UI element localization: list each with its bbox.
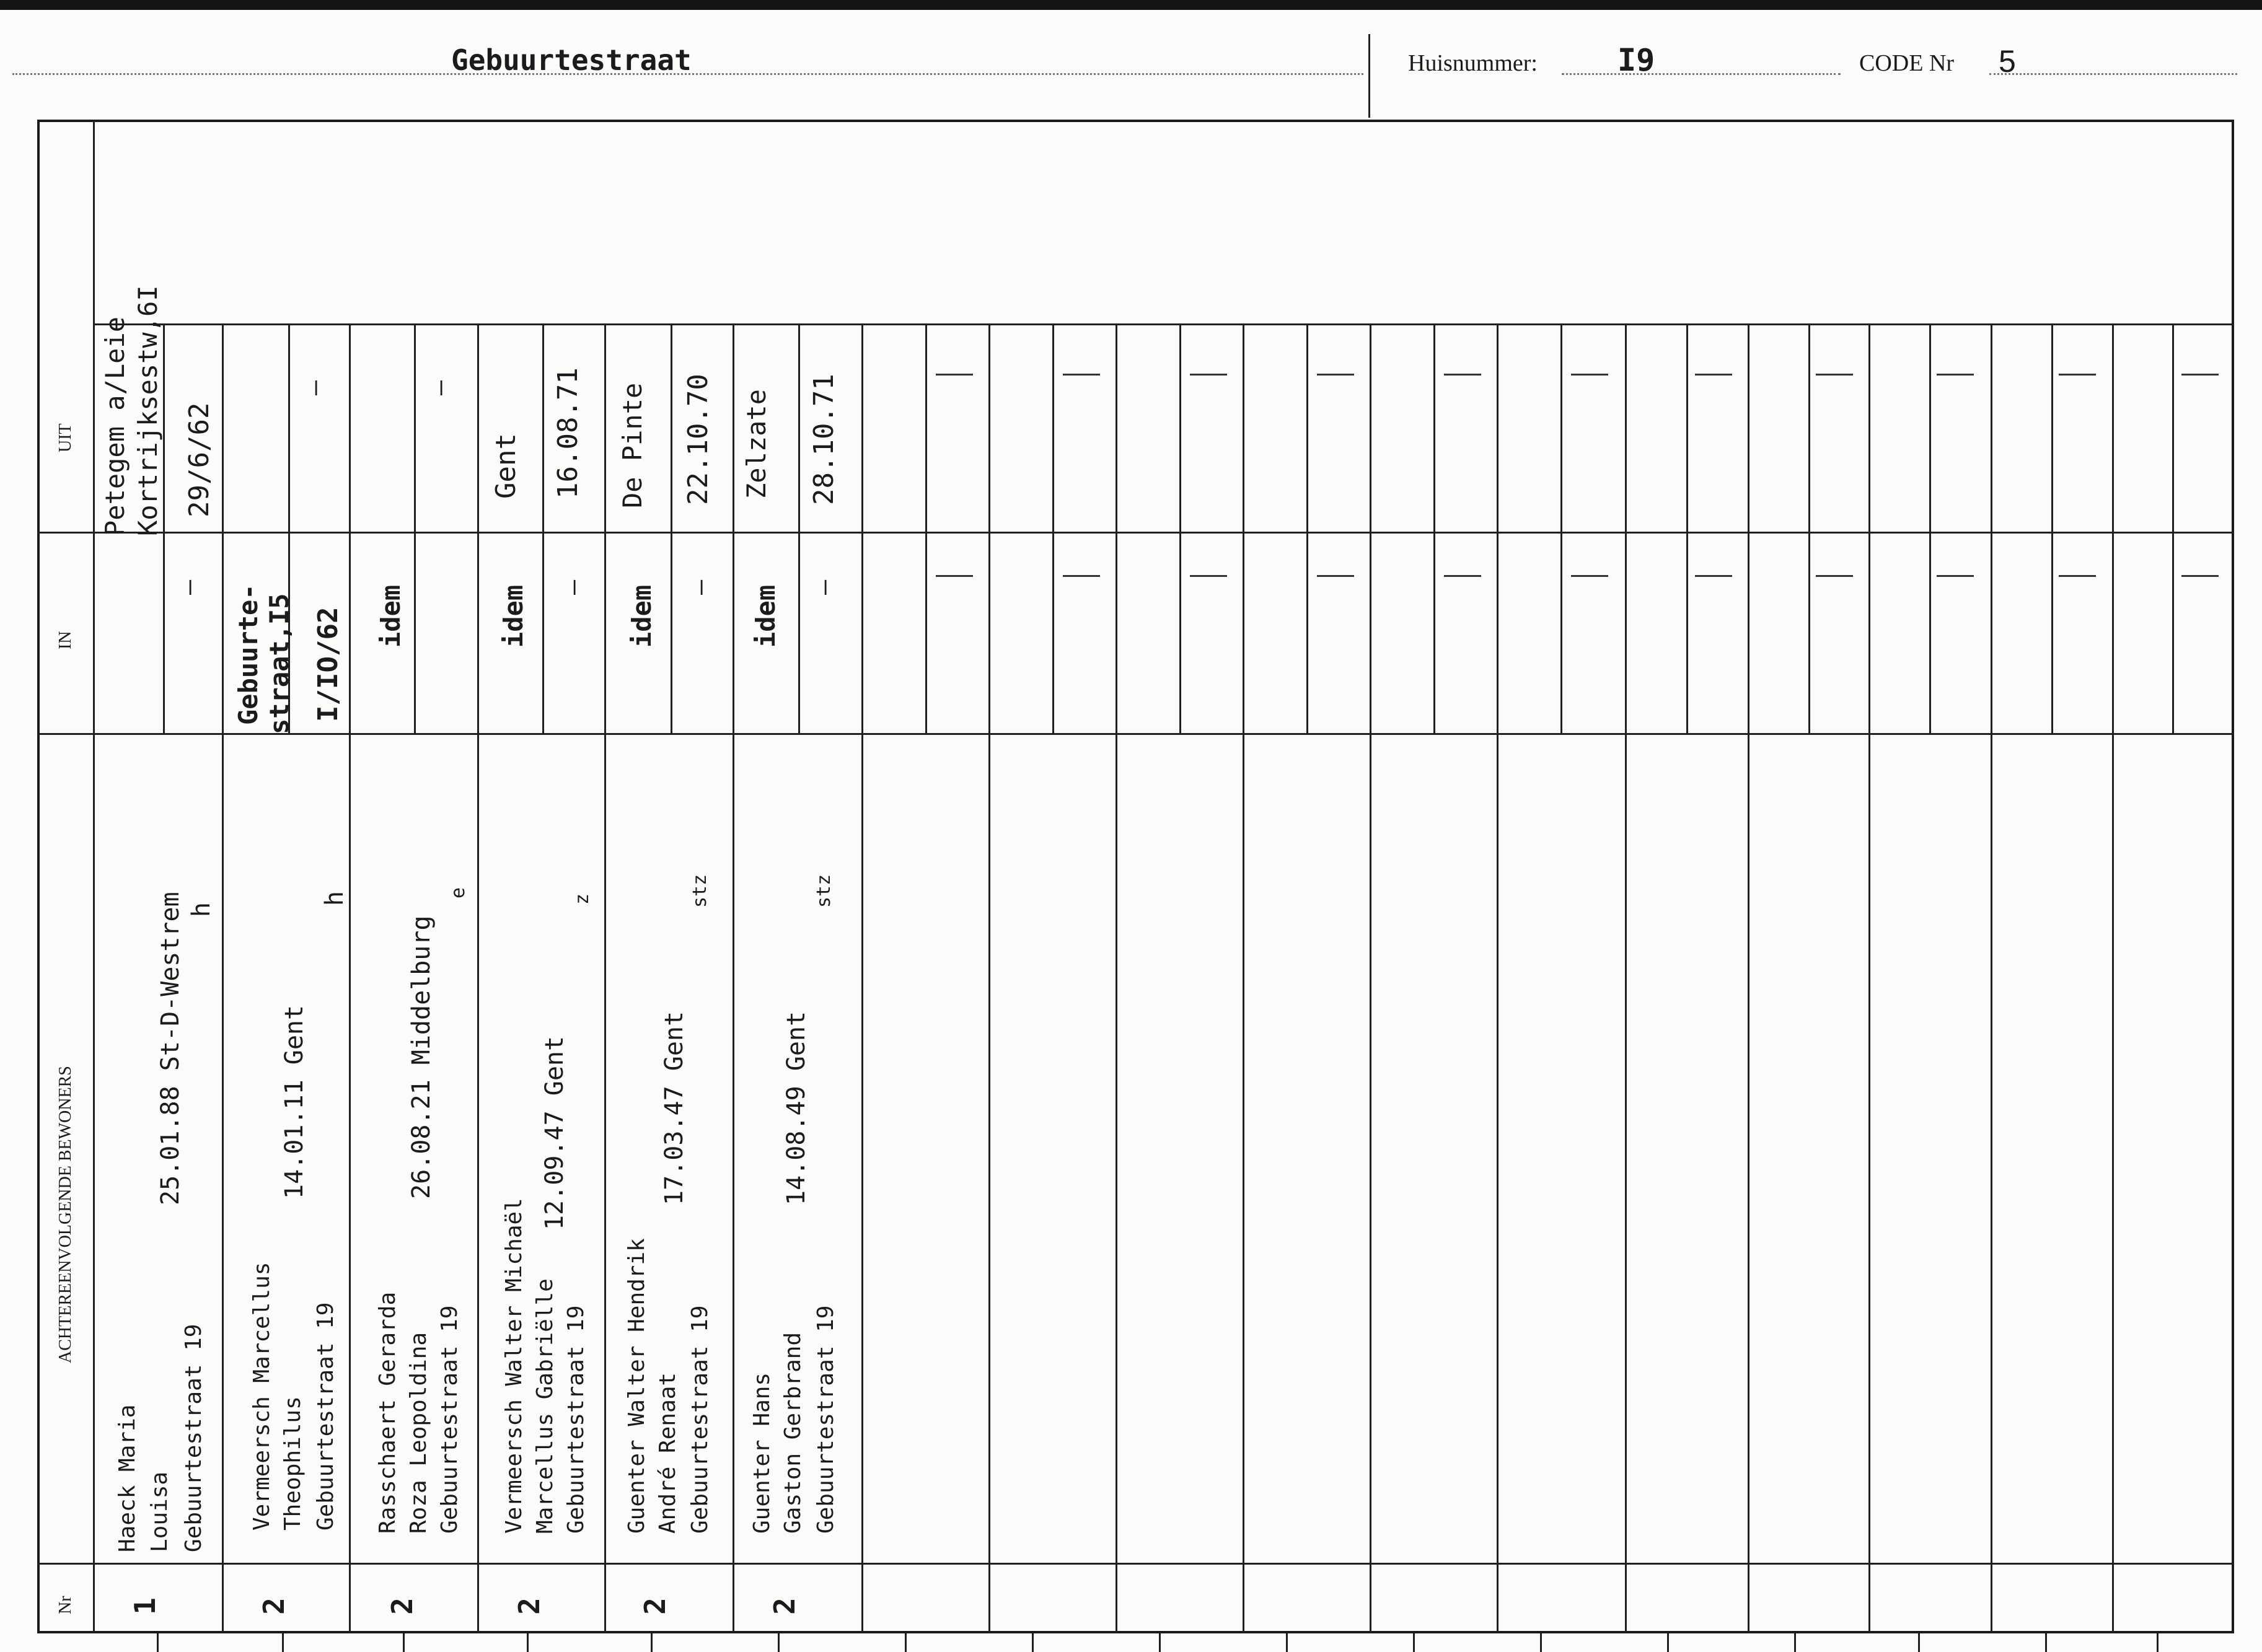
bottom-tick [527,1633,529,1652]
column-line [1370,323,1371,1633]
empty-dash [1695,374,1732,376]
column-line [1868,323,1870,1633]
row-2-name-line2: Theophilus [280,1396,306,1531]
row-4-mark: z [571,893,593,905]
row-6-birth: 14.08.49 Gent [782,1011,811,1205]
row-2-birth: 14.01.11 Gent [280,1004,309,1199]
top-note-street: Kortrijksestw,6I [133,285,163,536]
divider-residents-top [37,733,2234,735]
row-2-name-line1: Vermeersch Marcellus [249,1262,275,1531]
row-5-birth: 17.03.47 Gent [660,1011,689,1205]
row-6-out-date: 28.10.71 [808,374,840,505]
row-5-address: Gebuurtestraat 19 [687,1305,713,1534]
bottom-tick [1032,1633,1034,1652]
empty-dash [1190,575,1227,577]
row-2-address: Gebuurtestraat 19 [313,1302,338,1531]
column-label-uit: UIT [56,423,75,452]
row-2-in-date: I/IO/62 [312,607,344,722]
row-4-name-line1: Vermeersch Walter Michaël [501,1198,527,1534]
row-1-mark: h [187,902,216,917]
empty-dash [1444,575,1481,577]
row-3-name-line1: Rasschaert Gerarda [375,1291,400,1534]
column-line [1116,323,1117,1633]
empty-dash [1816,374,1853,376]
subcolumn-line [2172,323,2174,733]
bottom-tick [282,1633,284,1652]
street-name: Gebuurtestraat [451,43,692,77]
row-1-name-line2: Louisa [147,1471,172,1552]
divider-in-top [37,532,2234,534]
empty-dash [1816,575,1853,577]
column-label-nr: Nr [56,1596,75,1614]
bottom-tick [1918,1633,1920,1652]
row-2-in-place: Gebuurte- [233,584,263,725]
row-1-name-line1: Haeck Maria [115,1404,140,1552]
empty-dash [1190,374,1227,376]
row-6-address: Gebuurtestraat 19 [813,1305,838,1534]
divider-nr-top [37,1563,2234,1565]
empty-dash [1444,374,1481,376]
subcolumn-line [414,323,416,733]
subcolumn-line [1808,323,1810,733]
empty-dash [1571,374,1608,376]
row-4-address: Gebuurtestraat 19 [563,1305,589,1534]
row-3-nr: 2 [385,1597,419,1615]
subcolumn-line [542,323,544,733]
subcolumn-line [798,323,800,733]
column-line [604,323,606,1633]
bottom-tick [651,1633,653,1652]
column-line [1497,323,1498,1633]
subcolumn-line [1052,323,1054,733]
bottom-tick [403,1633,405,1652]
empty-dash [1937,575,1974,577]
row-3-out-date: — [426,380,454,395]
column-line [988,323,990,1633]
subcolumn-line [671,323,672,733]
row-4-out-date: 16.08.71 [552,367,584,499]
row-3-birth: 26.08.21 Middelburg [407,915,436,1199]
subcolumn-line [1306,323,1308,733]
column-label-in: IN [56,631,75,649]
row-6-nr: 2 [767,1597,801,1615]
bottom-tick [157,1633,159,1652]
table-frame [37,120,2234,1633]
column-line [477,323,479,1633]
subcolumn-line [1929,323,1931,733]
bottom-tick [1794,1633,1796,1652]
code-dotted-line [1989,73,2237,75]
column-line [1243,323,1244,1633]
row-5-in-place: idem [627,584,657,648]
row-4-in-date: — [559,579,588,595]
row-3-mark: e [447,887,469,898]
row-4-out-place: Gent [490,433,522,499]
header-separator [1368,34,1370,118]
bottom-tick [1540,1633,1542,1652]
empty-dash [1317,374,1354,376]
row-5-name-line2: André Renaat [655,1372,680,1534]
empty-dash [1571,575,1608,577]
column-line [222,323,224,1633]
row-2-in-place2: straat,I5 [264,593,294,734]
column-label-residents: ACHTEREENVOLGENDE BEWONERS [56,1066,75,1363]
empty-dash [1317,575,1354,577]
empty-dash [1695,575,1732,577]
row-1-birth: 25.01.88 St-D-Westrem [156,892,185,1205]
top-note-place: Petegem a/Leie [100,316,130,536]
column-line [349,323,351,1633]
subcolumn-line [2051,323,2053,733]
row-1-nr: 1 [128,1597,162,1615]
row-3-name-line2: Roza Leopoldina [406,1332,431,1534]
row-6-in-place: idem [750,584,781,648]
row-3-in-place: idem [376,584,406,648]
row-4-in-place: idem [498,584,529,648]
empty-dash [2181,374,2219,376]
row-5-name-line1: Guenter Walter Hendrik [624,1238,649,1534]
row-6-out-place: Zelzate [741,389,772,499]
empty-dash [1937,374,1974,376]
bottom-tick [1159,1633,1161,1652]
row-1-address: Gebuurtestraat 19 [181,1324,206,1552]
row-6-name-line2: Gaston Gerbrand [780,1332,806,1534]
house-number: I9 [1617,42,1655,78]
row-1-in-date: — [175,579,203,595]
label-column-line [93,120,95,1633]
row-5-mark: stz [689,874,711,908]
row-4-nr: 2 [512,1597,546,1615]
house-number-dotted-line [1562,73,1841,75]
row-6-name-line1: Guenter Hans [749,1372,775,1534]
column-line [861,323,863,1633]
bottom-tick [1413,1633,1415,1652]
subcolumn-line [1686,323,1688,733]
row-2-nr: 2 [257,1597,291,1615]
column-line [1748,323,1749,1633]
row-2-mark: h [320,890,349,906]
subcolumn-line [1560,323,1562,733]
empty-dash [936,374,973,376]
bottom-tick [1667,1633,1669,1652]
empty-dash [1063,575,1100,577]
empty-dash [936,575,973,577]
scan-top-edge [0,0,2262,10]
row-5-nr: 2 [638,1597,672,1615]
row-5-out-place: De Pinte [617,382,648,508]
code-number: 5 [1999,44,2016,79]
subcolumn-line [925,323,927,733]
subcolumn-line [163,323,165,733]
bottom-tick [778,1633,780,1652]
column-line [1991,323,1992,1633]
row-3-address: Gebuurtestraat 19 [437,1305,462,1534]
column-line [2112,323,2114,1633]
empty-dash [2181,575,2219,577]
bottom-tick [905,1633,907,1652]
empty-dash [2059,575,2096,577]
empty-dash [1063,374,1100,376]
row-5-in-date: — [686,579,715,595]
row-5-out-date: 22.10.70 [682,374,714,505]
code-label: CODE Nr [1859,50,1955,76]
street-dotted-line [12,73,1363,75]
row-4-birth: 12.09.47 Gent [540,1035,569,1230]
row-4-name-line2: Marcellus Gabriëlle [532,1278,558,1534]
bottom-tick [1286,1633,1288,1652]
row-6-mark: stz [813,874,835,908]
column-line [733,323,734,1633]
row-6-in-date: — [810,579,838,595]
empty-dash [2059,374,2096,376]
bottom-tick [2157,1633,2159,1652]
subcolumn-line [1179,323,1181,733]
row-2-out-date: — [301,380,329,395]
column-line [1625,323,1627,1633]
top-note-date: 29/6/62 [183,402,215,517]
subcolumn-line [1433,323,1435,733]
house-number-label: Huisnummer: [1408,50,1538,76]
bottom-tick [2045,1633,2047,1652]
